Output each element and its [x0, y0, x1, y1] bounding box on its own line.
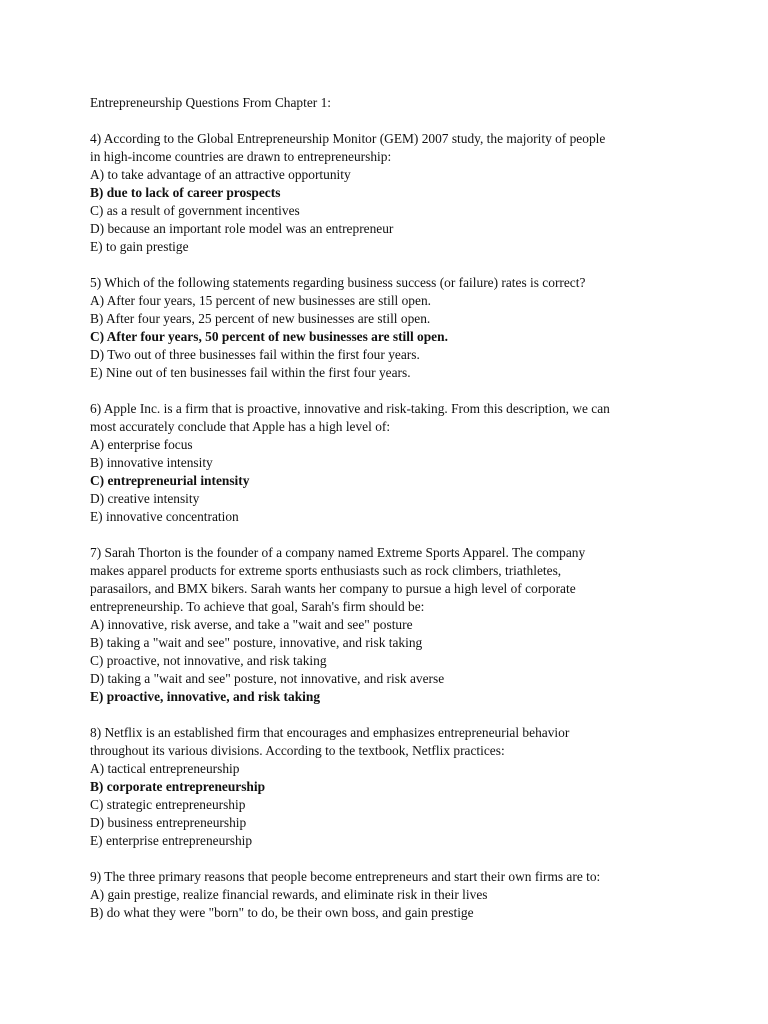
document-page: [90, 94, 690, 940]
answer-option: D) Two out of three businesses fail within the first four years.: [90, 347, 420, 362]
question-stem-line: entrepreneurship. To achieve that goal, Sarah's firm should be:: [90, 599, 425, 614]
answer-option: B) innovative intensity: [90, 455, 213, 470]
answer-option: B) After four years, 25 percent of new businesses are still open.: [90, 311, 431, 326]
answer-option: A) tactical entrepreneurship: [90, 761, 240, 776]
answer-option: E) enterprise entrepreneurship: [90, 833, 253, 848]
answer-option-correct: B) corporate entrepreneurship: [90, 779, 266, 794]
question-block: [90, 868, 690, 922]
answer-option-correct: C) After four years, 50 percent of new businesses are still open.: [90, 329, 448, 344]
answer-option: A) to take advantage of an attractive opportunity: [90, 167, 351, 182]
answer-option: E) innovative concentration: [90, 509, 239, 524]
answer-option: D) creative intensity: [90, 491, 200, 506]
answer-option: E) Nine out of ten businesses fail within the first four years.: [90, 365, 411, 380]
question-stem-line: 7) Sarah Thorton is the founder of a company named Extreme Sports Apparel. The company: [90, 545, 586, 560]
question-stem-line: 9) The three primary reasons that people become entrepreneurs and start their own firms are to:: [90, 869, 601, 884]
answer-option: C) proactive, not innovative, and risk taking: [90, 653, 327, 668]
question-block: [90, 544, 690, 706]
answer-option: B) taking a "wait and see" posture, innovative, and risk taking: [90, 635, 423, 650]
question-stem-line: throughout its various divisions. According to the textbook, Netflix practices:: [90, 743, 505, 758]
answer-option: A) After four years, 15 percent of new businesses are still open.: [90, 293, 431, 308]
question-block: [90, 130, 690, 256]
question-stem-line: 8) Netflix is an established firm that encourages and emphasizes entrepreneurial behavior: [90, 725, 570, 740]
question-stem-line: in high-income countries are drawn to entrepreneurship:: [90, 149, 392, 164]
answer-option: E) to gain prestige: [90, 239, 189, 254]
answer-option-correct: E) proactive, innovative, and risk taking: [90, 689, 321, 704]
answer-option: D) because an important role model was an entrepreneur: [90, 221, 394, 236]
question-stem-line: 4) According to the Global Entrepreneurship Monitor (GEM) 2007 study, the majority of people: [90, 131, 606, 146]
question-stem-line: 5) Which of the following statements regarding business success (or failure) rates is correct?: [90, 275, 586, 290]
question-stem-line: makes apparel products for extreme sports enthusiasts such as rock climbers, triathletes,: [90, 563, 562, 578]
question-block: [90, 724, 690, 850]
question-stem-line: most accurately conclude that Apple has a high level of:: [90, 419, 391, 434]
answer-option-correct: B) due to lack of career prospects: [90, 185, 281, 200]
answer-option: D) business entrepreneurship: [90, 815, 247, 830]
question-block: [90, 274, 690, 382]
answer-option-correct: C) entrepreneurial intensity: [90, 473, 250, 488]
answer-option: C) as a result of government incentives: [90, 203, 300, 218]
answer-option: A) innovative, risk averse, and take a "wait and see" posture: [90, 617, 413, 632]
document-title: Entrepreneurship Questions From Chapter 1:: [90, 95, 331, 110]
question-list: [90, 130, 690, 922]
question-stem-line: parasailors, and BMX bikers. Sarah wants her company to pursue a high level of corporate: [90, 581, 576, 596]
answer-option: A) enterprise focus: [90, 437, 193, 452]
question-stem-line: 6) Apple Inc. is a firm that is proactive, innovative and risk-taking. From this description, we can: [90, 401, 610, 416]
answer-option: D) taking a "wait and see" posture, not innovative, and risk averse: [90, 671, 445, 686]
answer-option: B) do what they were "born" to do, be their own boss, and gain prestige: [90, 905, 474, 920]
answer-option: A) gain prestige, realize financial rewards, and eliminate risk in their lives: [90, 887, 488, 902]
question-block: [90, 400, 690, 526]
answer-option: C) strategic entrepreneurship: [90, 797, 246, 812]
